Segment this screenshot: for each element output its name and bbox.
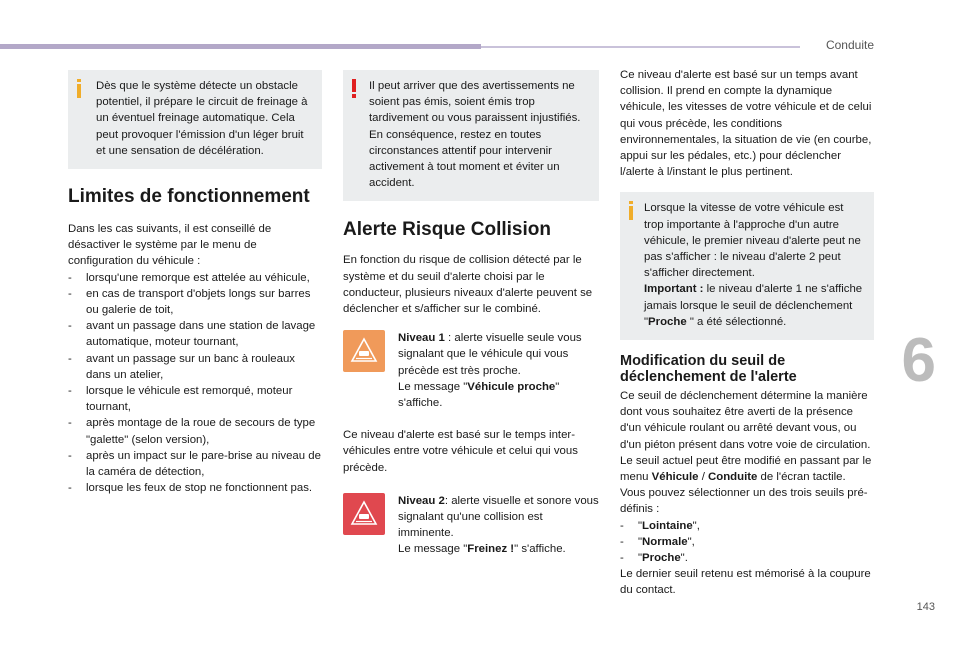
info-box-speed-text: Lorsque la vitesse de votre véhicule est trop importante à l'approche d'un autre véhicule, le premier niveau d'alerte peut ne pas s'afficher : le niveau d'alerte 2 peut s'afficher directement. [644, 202, 861, 280]
level-2-msg-prefix: Le message " [398, 543, 468, 556]
limits-list [68, 270, 322, 497]
threshold-p2 [620, 453, 874, 485]
level-2-alert-icon [343, 493, 385, 535]
threshold-p4: Le dernier seuil retenu est mémorisé à la coupure du contact. [620, 568, 871, 597]
limits-title: Limites de fonctionnement [68, 186, 310, 208]
list-item: - "Normale", [620, 534, 874, 550]
level-1-explanation: Ce niveau d'alerte est basé sur le temps inter-véhicules entre votre véhicule et celui qui vous précède. [343, 429, 578, 474]
threshold-subtitle: Modification du seuil de déclenchement de l'alerte [620, 353, 797, 386]
level-1-block [343, 330, 599, 411]
warning-box-text: Il peut arriver que des avertissements ne soient pas émis, soient émis trop tardivement ou vous paraissent injustifiés. En conséquence, restez en toutes circonstances attentif pour intervenir activement à tout moment et éviter un accident. [369, 80, 581, 190]
threshold-options [620, 518, 874, 567]
level-1-msg-prefix: Le message " [398, 380, 468, 393]
collision-intro: En fonction du risque de collision détecté par le système et du seuil d'alerte choisi par le conducteur, plusieurs niveaux d'alerte peuvent se déclencher et s/afficher sur le combiné. [343, 254, 593, 316]
option-suffix: ", [687, 535, 695, 548]
list-item: - "Lointaine", [620, 518, 874, 534]
important-label: Important : [644, 283, 704, 296]
list-item: - lorsqu'une remorque est attelée au véhicule, [68, 270, 322, 286]
section-header: Conduite [825, 38, 874, 52]
warning-box [343, 70, 599, 201]
chapter-number: 6 [901, 326, 936, 395]
info-box-braking [68, 70, 322, 169]
list-item: - "Proche". [620, 550, 874, 566]
info-box-text: Dès que le système détecte un obstacle potentiel, il prépare le circuit de freinage à un éventuel freinage automatique. Cela peut provoquer l'émission d'un léger bruit et une sensation de décélération. [96, 80, 308, 157]
limits-intro: Dans les cas suivants, il est conseillé de désactiver le système par le menu de configuration du véhicule : [68, 223, 272, 268]
menu-vehicule: Véhicule [651, 471, 699, 484]
option-lointaine: Lointaine [642, 519, 693, 532]
info-icon [629, 201, 633, 220]
threshold-p2-text: Le seuil actuel peut être modifié en passant par le menu [620, 454, 872, 484]
level-2-explanation: Ce niveau d'alerte est basé sur un temps avant collision. Il prend en compte la dynamique véhicule, les vitesses de votre véhicule et de celui qui vous précède, les conditions environnementales, la situation de vie (en courbe, appui sur les pédales, etc.) pour déclencher l/alerte à l/instant le plus pertinent. [620, 69, 872, 179]
list-item: - avant un passage dans une station de lavage automatique, moteur tournant, [68, 318, 322, 350]
level-1-message: Véhicule proche [467, 380, 556, 393]
option-proche: Proche [642, 552, 681, 565]
level-2-text: : alerte visuelle et sonore vous signalant qu'une collision est imminente. [398, 494, 599, 540]
info-icon [77, 79, 81, 98]
level-1-label: Niveau 1 [398, 332, 445, 345]
list-item: - lorsque le véhicule est remorqué, moteur tournant, [68, 383, 322, 415]
column-1 [68, 70, 322, 496]
collision-title: Alerte Risque Collision [343, 219, 551, 241]
list-item: - après un impact sur le pare-brise au niveau de la caméra de détection, [68, 448, 322, 480]
threshold-p3: Vous pouvez sélectionner un des trois seuils pré-définis : [620, 487, 868, 516]
column-3 [620, 67, 874, 599]
header-accent-line [481, 46, 800, 48]
important-threshold: Proche [648, 315, 687, 328]
level-2-block [343, 493, 599, 558]
threshold-p1: Ce seuil de déclenchement détermine la manière dont vous souhaitez être averti de la présence d'un véhicule roulant ou arrêté devant vous, ou d'un piéton présent dans votre voie de circulation. [620, 390, 871, 451]
option-suffix: ". [680, 552, 688, 565]
header-accent-bar [0, 44, 481, 49]
warning-icon [352, 79, 356, 98]
level-1-text: : alerte visuelle seule vous signalant que le véhicule qui vous précède est très proche. [398, 332, 582, 377]
level-1-alert-icon [343, 330, 385, 372]
info-box-speed [620, 192, 874, 340]
option-normale: Normale [642, 535, 688, 548]
list-item: - en cas de transport d'objets longs sur barres ou galerie de toit, [68, 286, 322, 318]
level-2-message: Freinez ! [467, 543, 515, 556]
menu-conduite: Conduite [708, 471, 758, 484]
column-2 [343, 70, 599, 558]
page-number: 143 [916, 601, 935, 613]
threshold-p2-end: de l'écran tactile. [757, 471, 846, 484]
list-item: - lorsque les feux de stop ne fonctionnent pas. [68, 480, 322, 496]
level-1-msg-suffix: " s'affiche. [398, 380, 560, 410]
level-2-label: Niveau 2 [398, 494, 445, 507]
list-item: - après montage de la roue de secours de type "galette" (selon version), [68, 415, 322, 447]
menu-separator: / [698, 471, 709, 484]
list-item: - avant un passage sur un banc à rouleaux dans un atelier, [68, 351, 322, 383]
important-text: le niveau d'alerte 1 ne s'affiche jamais lorsque le seuil de déclenchement " [644, 283, 863, 328]
level-2-msg-suffix: " s'affiche. [514, 543, 566, 556]
option-suffix: ", [692, 519, 700, 532]
important-text-end: " a été sélectionné. [686, 315, 787, 328]
